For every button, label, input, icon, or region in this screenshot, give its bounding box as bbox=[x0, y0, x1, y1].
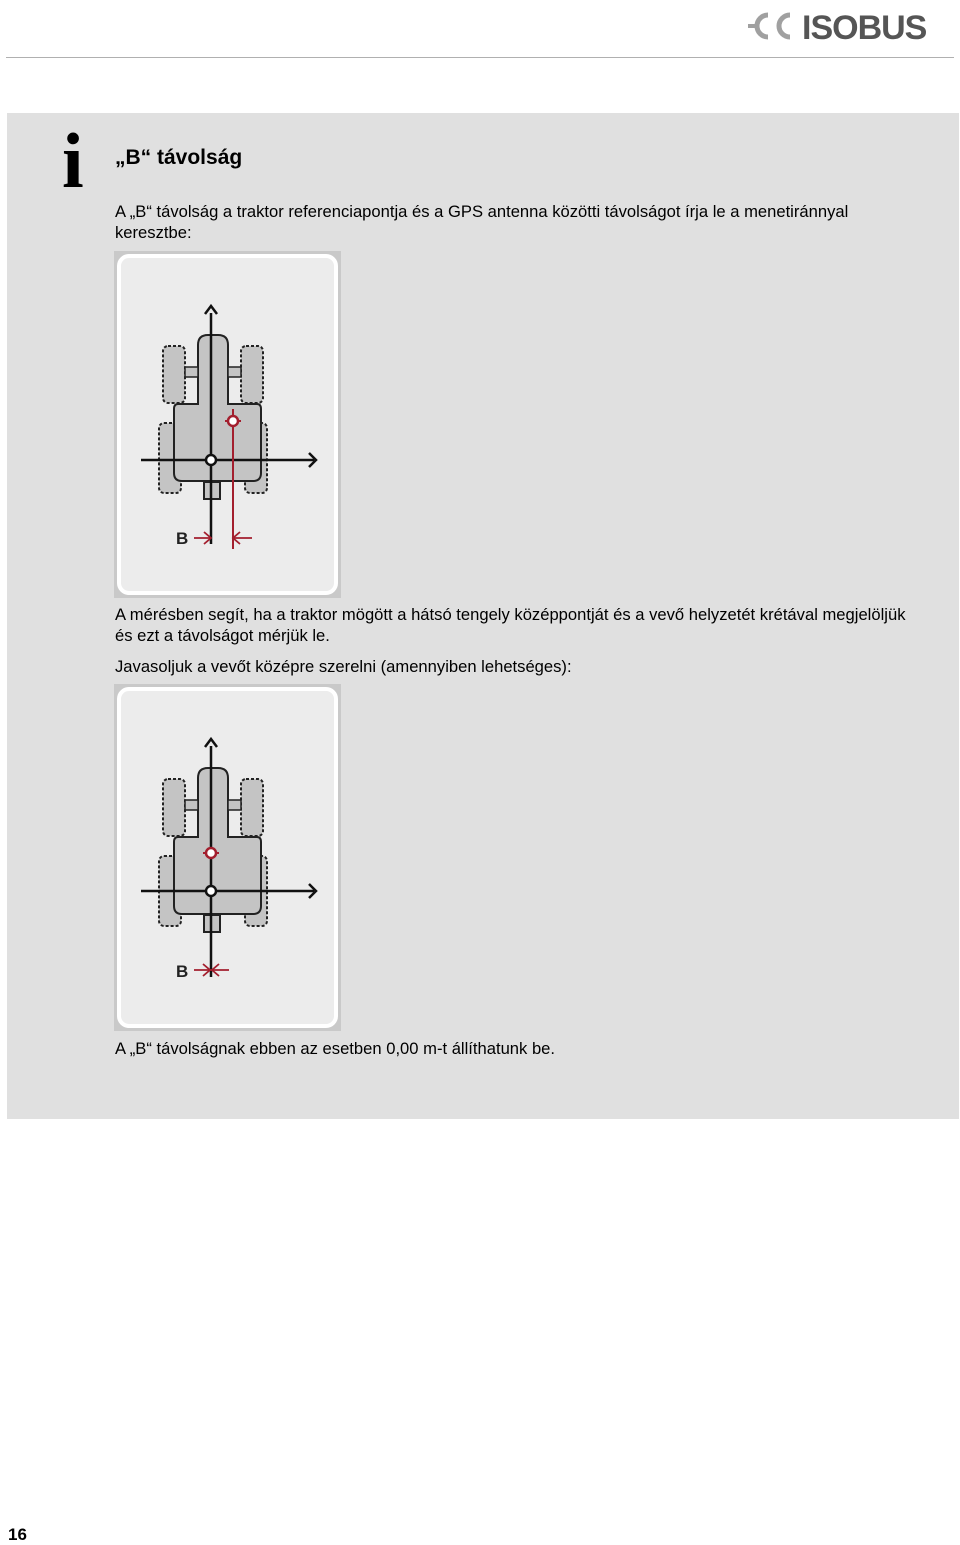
tractor-centered-svg bbox=[114, 684, 341, 1031]
header-divider bbox=[6, 57, 954, 58]
figure-2-label: B bbox=[176, 962, 189, 981]
svg-text:ISOBUS: ISOBUS bbox=[802, 9, 927, 46]
paragraph-measurement-tip: A mérésben segít, ha a traktor mögött a hátsó tengely középpontját és a vevő helyzetét krétával megjelöljük és ezt a távolságot mérjük le. bbox=[115, 605, 906, 645]
tractor-diagram-centered bbox=[114, 684, 341, 1031]
paragraph-intro: A „B“ távolság a traktor referenciapontja és a GPS antenna közötti távolságot írja le a menetiránnyal keresztbe: bbox=[115, 202, 849, 242]
paragraph-zero-setting: A „B“ távolságnak ebben az esetben 0,00 m-t állíthatunk be. bbox=[115, 1039, 556, 1058]
info-icon: i bbox=[62, 117, 84, 204]
note-heading: „B“ távolság bbox=[115, 146, 243, 169]
cc-isobus-logo bbox=[746, 6, 946, 46]
figure-1-label: B bbox=[176, 529, 189, 548]
tractor-offset-svg bbox=[114, 251, 341, 598]
page-number: 16 bbox=[8, 1525, 27, 1544]
paragraph-recommendation: Javasoljuk a vevőt középre szerelni (amennyiben lehetséges): bbox=[115, 657, 572, 676]
tractor-diagram-offset bbox=[114, 251, 341, 598]
